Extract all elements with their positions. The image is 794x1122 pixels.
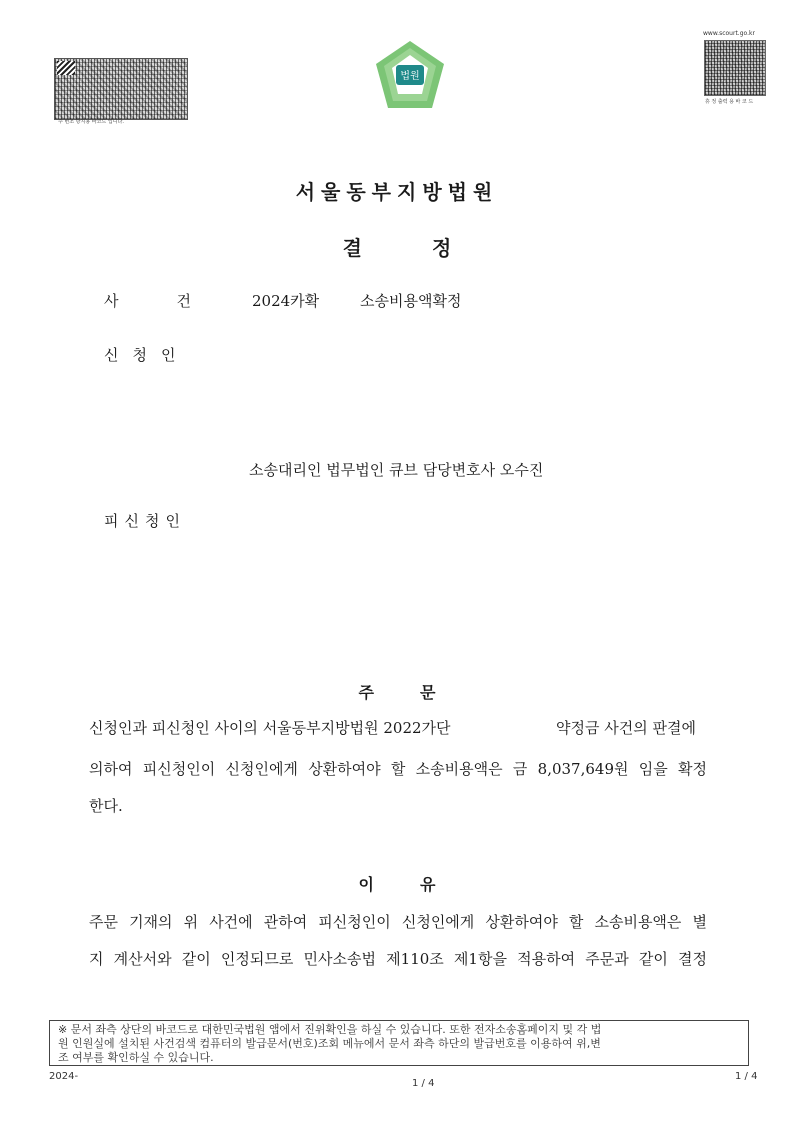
verification-notice (49, 1020, 749, 1066)
seal-label: 법원 (400, 71, 420, 82)
case-label: 사건 (104, 292, 249, 310)
reason-line-1: 주문 기재의 위 사건에 관하여 피신청인이 신청인에게 상환하여야 할 소송비용액은 별 (89, 913, 707, 931)
applicant-label: 신청인 (104, 346, 190, 364)
notice-line-3: 조 여부를 확인하실 수 있습니다. (58, 1051, 214, 1064)
order-heading: 주문 (358, 683, 482, 702)
order-line-3: 한다. (89, 797, 123, 815)
barcode-caption-left: 주 변조 방지용 바코드 입니다. (58, 119, 124, 125)
respondent-label: 피신청인 (104, 512, 186, 530)
qr-barcode-right (704, 40, 766, 96)
barcode-caption-right: 휴 정 출력 용 바 코 드 (705, 99, 754, 105)
applicant-agent: 소송대리인 법무법인 큐브 담당변호사 오수진 (249, 461, 544, 479)
reason-line-2: 지 계산서와 같이 인정되므로 민사소송법 제110조 제1항을 적용하여 주문과 같이 결정 (89, 950, 707, 968)
case-number: 2024카확 (252, 292, 320, 310)
verification-barcode-left (54, 58, 188, 120)
order-line-1-left: 신청인과 피신청인 사이의 서울동부지방법원 2022가단 (89, 719, 451, 737)
document-title: 결정 (342, 236, 522, 260)
issue-number: 2024- (49, 1071, 79, 1082)
page-number-right: 1 / 4 (735, 1071, 758, 1082)
page-number-center: 1 / 4 (412, 1078, 435, 1089)
order-line-1 (89, 717, 707, 738)
notice-line-1: ※ 문서 좌측 상단의 바코드로 대한민국법원 앱에서 진위확인을 하실 수 있습니다. 또한 전자소송홈페이지 및 각 법 (58, 1023, 602, 1036)
notice-line-2: 원 인원실에 설치된 사건검색 컴퓨터의 발급문서(번호)조회 메뉴에서 문서 좌측 하단의 발급번호를 이용하여 위,변 (58, 1037, 601, 1050)
reason-heading: 이유 (358, 875, 482, 894)
court-seal-icon (372, 38, 448, 114)
court-name: 서울동부지방법원 (295, 180, 499, 204)
order-line-1-right: 약정금 사건의 판결에 (556, 719, 696, 737)
order-line-2: 의하여 피신청인이 신청인에게 상환하여야 할 소송비용액은 금 8,037,649원 임을 확정 (89, 760, 707, 778)
barcode-url: www.scourt.go.kr (703, 30, 755, 37)
case-name: 소송비용액확정 (360, 292, 462, 310)
